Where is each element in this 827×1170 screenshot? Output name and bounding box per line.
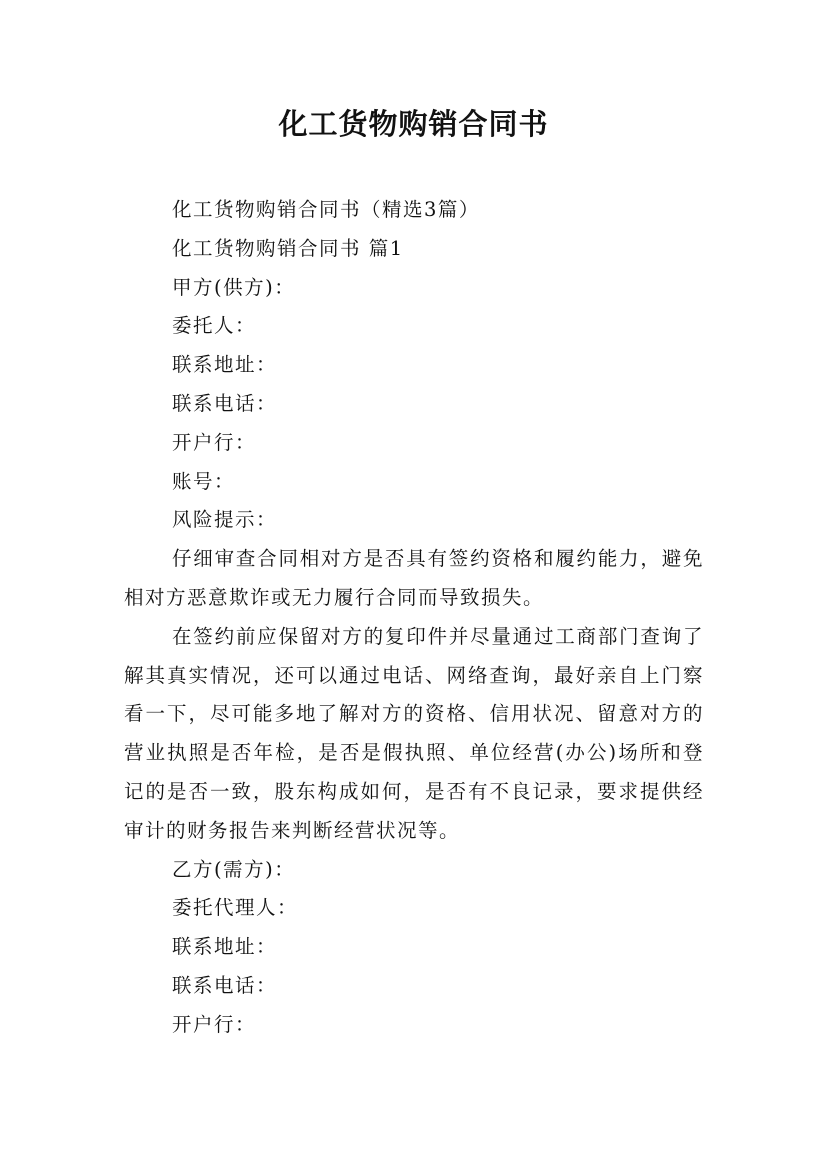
subtitle-line: 化工货物购销合同书（精选3篇） (172, 198, 480, 221)
party-a-phone-label: 联系电话： (172, 391, 278, 415)
party-b-agent-label: 委托代理人： (172, 896, 299, 920)
risk-paragraph-2: 在签约前应保留对方的复印件并尽量通过工商部门查询了解其真实情况，还可以通过电话、网络查询，最好亲自上门察看一下，尽可能多地了解对方的资格、信用状况、留意对方的营业执照是否年检，是否是假执照、单位经营(办公)场所和登记的是否一致，股东构成如何，是否有不良记录，要求提供经审计的财务报告来判断经营状况等。 (124, 624, 704, 842)
document-title: 化工货物购销合同书 (278, 107, 549, 141)
party-b-address-label: 联系地址： (172, 935, 278, 959)
document-body (124, 191, 704, 1045)
risk-notice-label: 风险提示： (172, 508, 278, 532)
party-a-account-label: 账号： (172, 469, 236, 493)
party-a-bank-label: 开户行： (172, 430, 257, 454)
party-b-phone-label: 联系电话： (172, 973, 278, 997)
party-b-bank-label: 开户行： (172, 1012, 257, 1036)
section-heading: 化工货物购销合同书 篇1 (172, 236, 404, 260)
party-b-label: 乙方(需方)： (172, 857, 296, 881)
party-a-label: 甲方(供方)： (172, 275, 296, 299)
party-a-address-label: 联系地址： (172, 353, 278, 377)
risk-paragraph-1: 仔细审查合同相对方是否具有签约资格和履约能力，避免相对方恶意欺诈或无力履行合同而导致损失。 (124, 547, 704, 609)
party-a-agent-label: 委托人： (172, 314, 257, 338)
